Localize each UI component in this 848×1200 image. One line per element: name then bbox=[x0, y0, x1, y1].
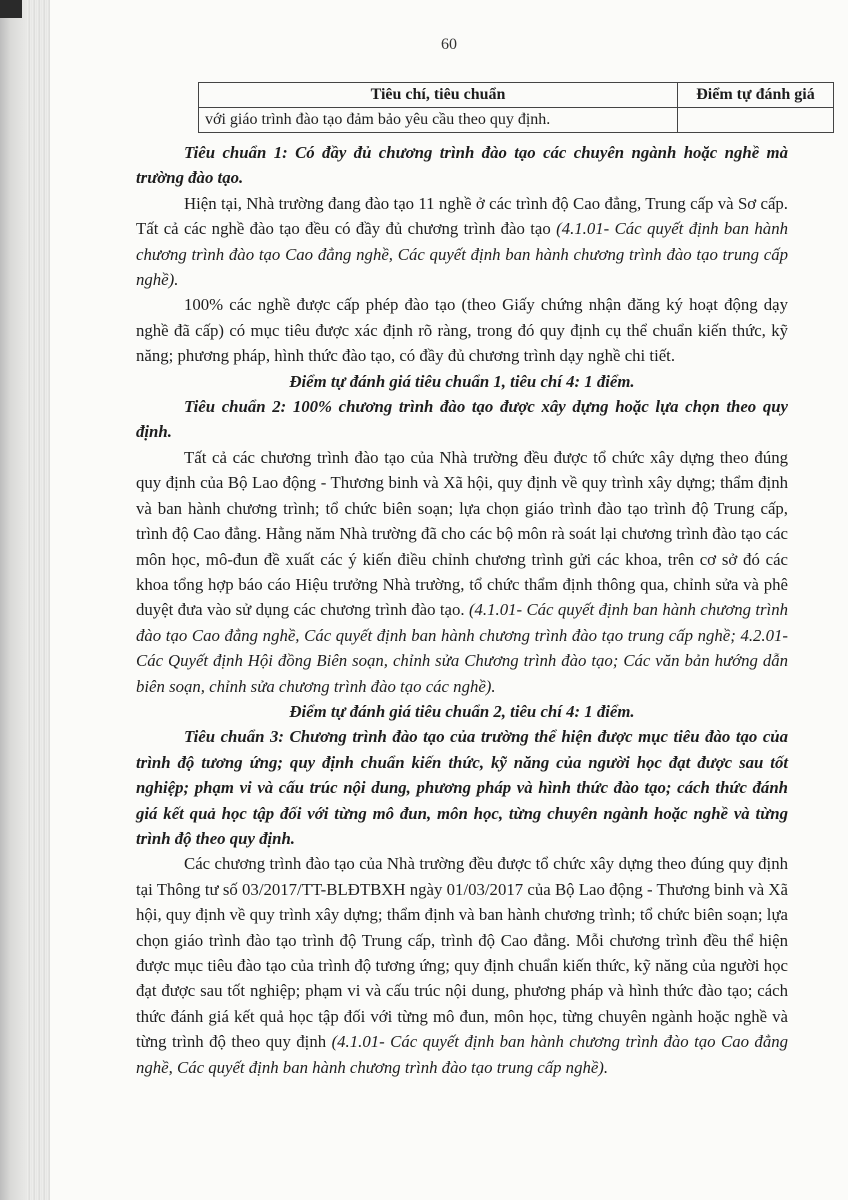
standard-2-paragraph-1 bbox=[136, 445, 788, 699]
paragraph-text: Các chương trình đào tạo của Nhà trường đều được tổ chức xây dựng theo đúng quy định tại Thông tư số 03/2017/TT-BLĐTBXH ngày 01/03/2017 của Bộ Lao động - Thương binh và Xã hội, quy định về quy trình xây dựng; thẩm định và ban hành chương trình; tổ chức biên soạn; lựa chọn giáo trình đào tạo trình độ Trung cấp, trình độ Cao đẳng. Mỗi chương trình đều thể hiện được mục tiêu đào tạo của trình độ tương ứng; quy định chuẩn kiến thức, kỹ năng của người học đạt được sau tốt nghiệp; phạm vi và cấu trúc nội dung, phương pháp và hình thức đào tạo; cách thức đánh giá kết quả học tập đối với từng mô đun, môn học, từng chuyên ngành hoặc nghề và từng trình độ theo quy định bbox=[136, 854, 788, 1052]
standard-1-heading: Tiêu chuẩn 1: Có đầy đủ chương trình đào tạo các chuyên ngành hoặc nghề mà trường đào tạo. bbox=[136, 143, 788, 188]
score-header: Điểm tự đánh giá bbox=[678, 83, 834, 108]
table-header-row bbox=[199, 83, 834, 108]
page-number: 60 bbox=[441, 36, 457, 53]
evidence-reference: (4.1.01- Các quyết định ban hành chương trình đào tạo Cao đẳng nghề, Các quyết định ban hành chương trình đào tạo trung cấp nghề). bbox=[136, 219, 788, 290]
book-binding bbox=[0, 0, 26, 1200]
criterion-cell: với giáo trình đào tạo đảm bảo yêu cầu theo quy định. bbox=[199, 108, 678, 133]
binding-notch bbox=[0, 0, 22, 18]
standard-2-score: Điểm tự đánh giá tiêu chuẩn 2, tiêu chí 4: 1 điểm. bbox=[289, 701, 635, 721]
evidence-reference: (4.1.01- Các quyết định ban hành chương trình đào tạo Cao đẳng nghề, Các quyết định ban hành chương trình đào tạo trung cấp nghề). bbox=[136, 1032, 788, 1077]
score-cell bbox=[678, 108, 834, 133]
paragraph-text: Hiện tại, Nhà trường đang đào tạo 11 nghề ở các trình độ Cao đẳng, Trung cấp và Sơ cấp. Tất cả các nghề đào tạo đều có đầy đủ chương trình đào tạo bbox=[136, 193, 788, 239]
paragraph-text: Tất cả các chương trình đào tạo của Nhà trường đều được tổ chức xây dựng theo đúng quy định của Bộ Lao động - Thương binh và Xã hội, quy định về quy trình xây dựng; thẩm định và ban hành chương trình; tổ chức biên soạn; lựa chọn giáo trình đào tạo trình độ Trung cấp, trình độ Cao đẳng. Hằng năm Nhà trường đã cho các bộ môn rà soát lại chương trình đào tạo các môn học, mô-đun đề xuất các ý kiến điều chỉnh chương trình gửi các khoa, trên cơ sở đó các khoa tổng hợp báo cáo Hiệu trưởng Nhà trường, tổ chức thẩm định thông qua, chỉnh sửa và phê duyệt đưa vào sử dụng các chương trình đào tạo. bbox=[136, 447, 788, 620]
document-body bbox=[136, 140, 788, 1080]
criterion-header: Tiêu chí, tiêu chuẩn bbox=[199, 83, 678, 108]
page-edges bbox=[26, 0, 50, 1200]
evidence-reference: (4.1.01- Các quyết định ban hành chương trình đào tạo Cao đẳng nghề, Các quyết định ban hành chương trình đào tạo trung cấp nghề; 4.2.01- Các Quyết định Hội đồng Biên soạn, chỉnh sửa Chương trình đào tạo; Các văn bản hướng dẫn biên soạn, chỉnh sửa chương trình đào tạo các nghề). bbox=[136, 600, 788, 696]
table-row bbox=[199, 108, 834, 133]
standard-2-heading: Tiêu chuẩn 2: 100% chương trình đào tạo được xây dựng hoặc lựa chọn theo quy định. bbox=[136, 397, 788, 442]
standard-3-heading: Tiêu chuẩn 3: Chương trình đào tạo của trường thể hiện được mục tiêu đào tạo của trình độ tương ứng; quy định chuẩn kiến thức, kỹ năng của người học đạt được sau tốt nghiệp; phạm vi và cấu trúc nội dung, phương pháp và hình thức đào tạo; cách thức đánh giá kết quả học tập đối với từng mô đun, môn học, từng chuyên ngành hoặc nghề và từng trình độ theo quy định. bbox=[136, 727, 788, 848]
standard-3-paragraph-1 bbox=[136, 851, 788, 1080]
standard-1-score: Điểm tự đánh giá tiêu chuẩn 1, tiêu chí 4: 1 điểm. bbox=[289, 371, 635, 391]
standard-1-paragraph-1 bbox=[136, 191, 788, 293]
standard-1-paragraph-2: 100% các nghề được cấp phép đào tạo (theo Giấy chứng nhận đăng ký hoạt động dạy nghề đã cấp) có mục tiêu được xác định rõ ràng, trong đó quy định cụ thể chuẩn kiến thức, kỹ năng; phương pháp, hình thức đào tạo, có đầy đủ chương trình dạy nghề chi tiết. bbox=[136, 295, 788, 366]
criteria-table bbox=[198, 82, 834, 133]
